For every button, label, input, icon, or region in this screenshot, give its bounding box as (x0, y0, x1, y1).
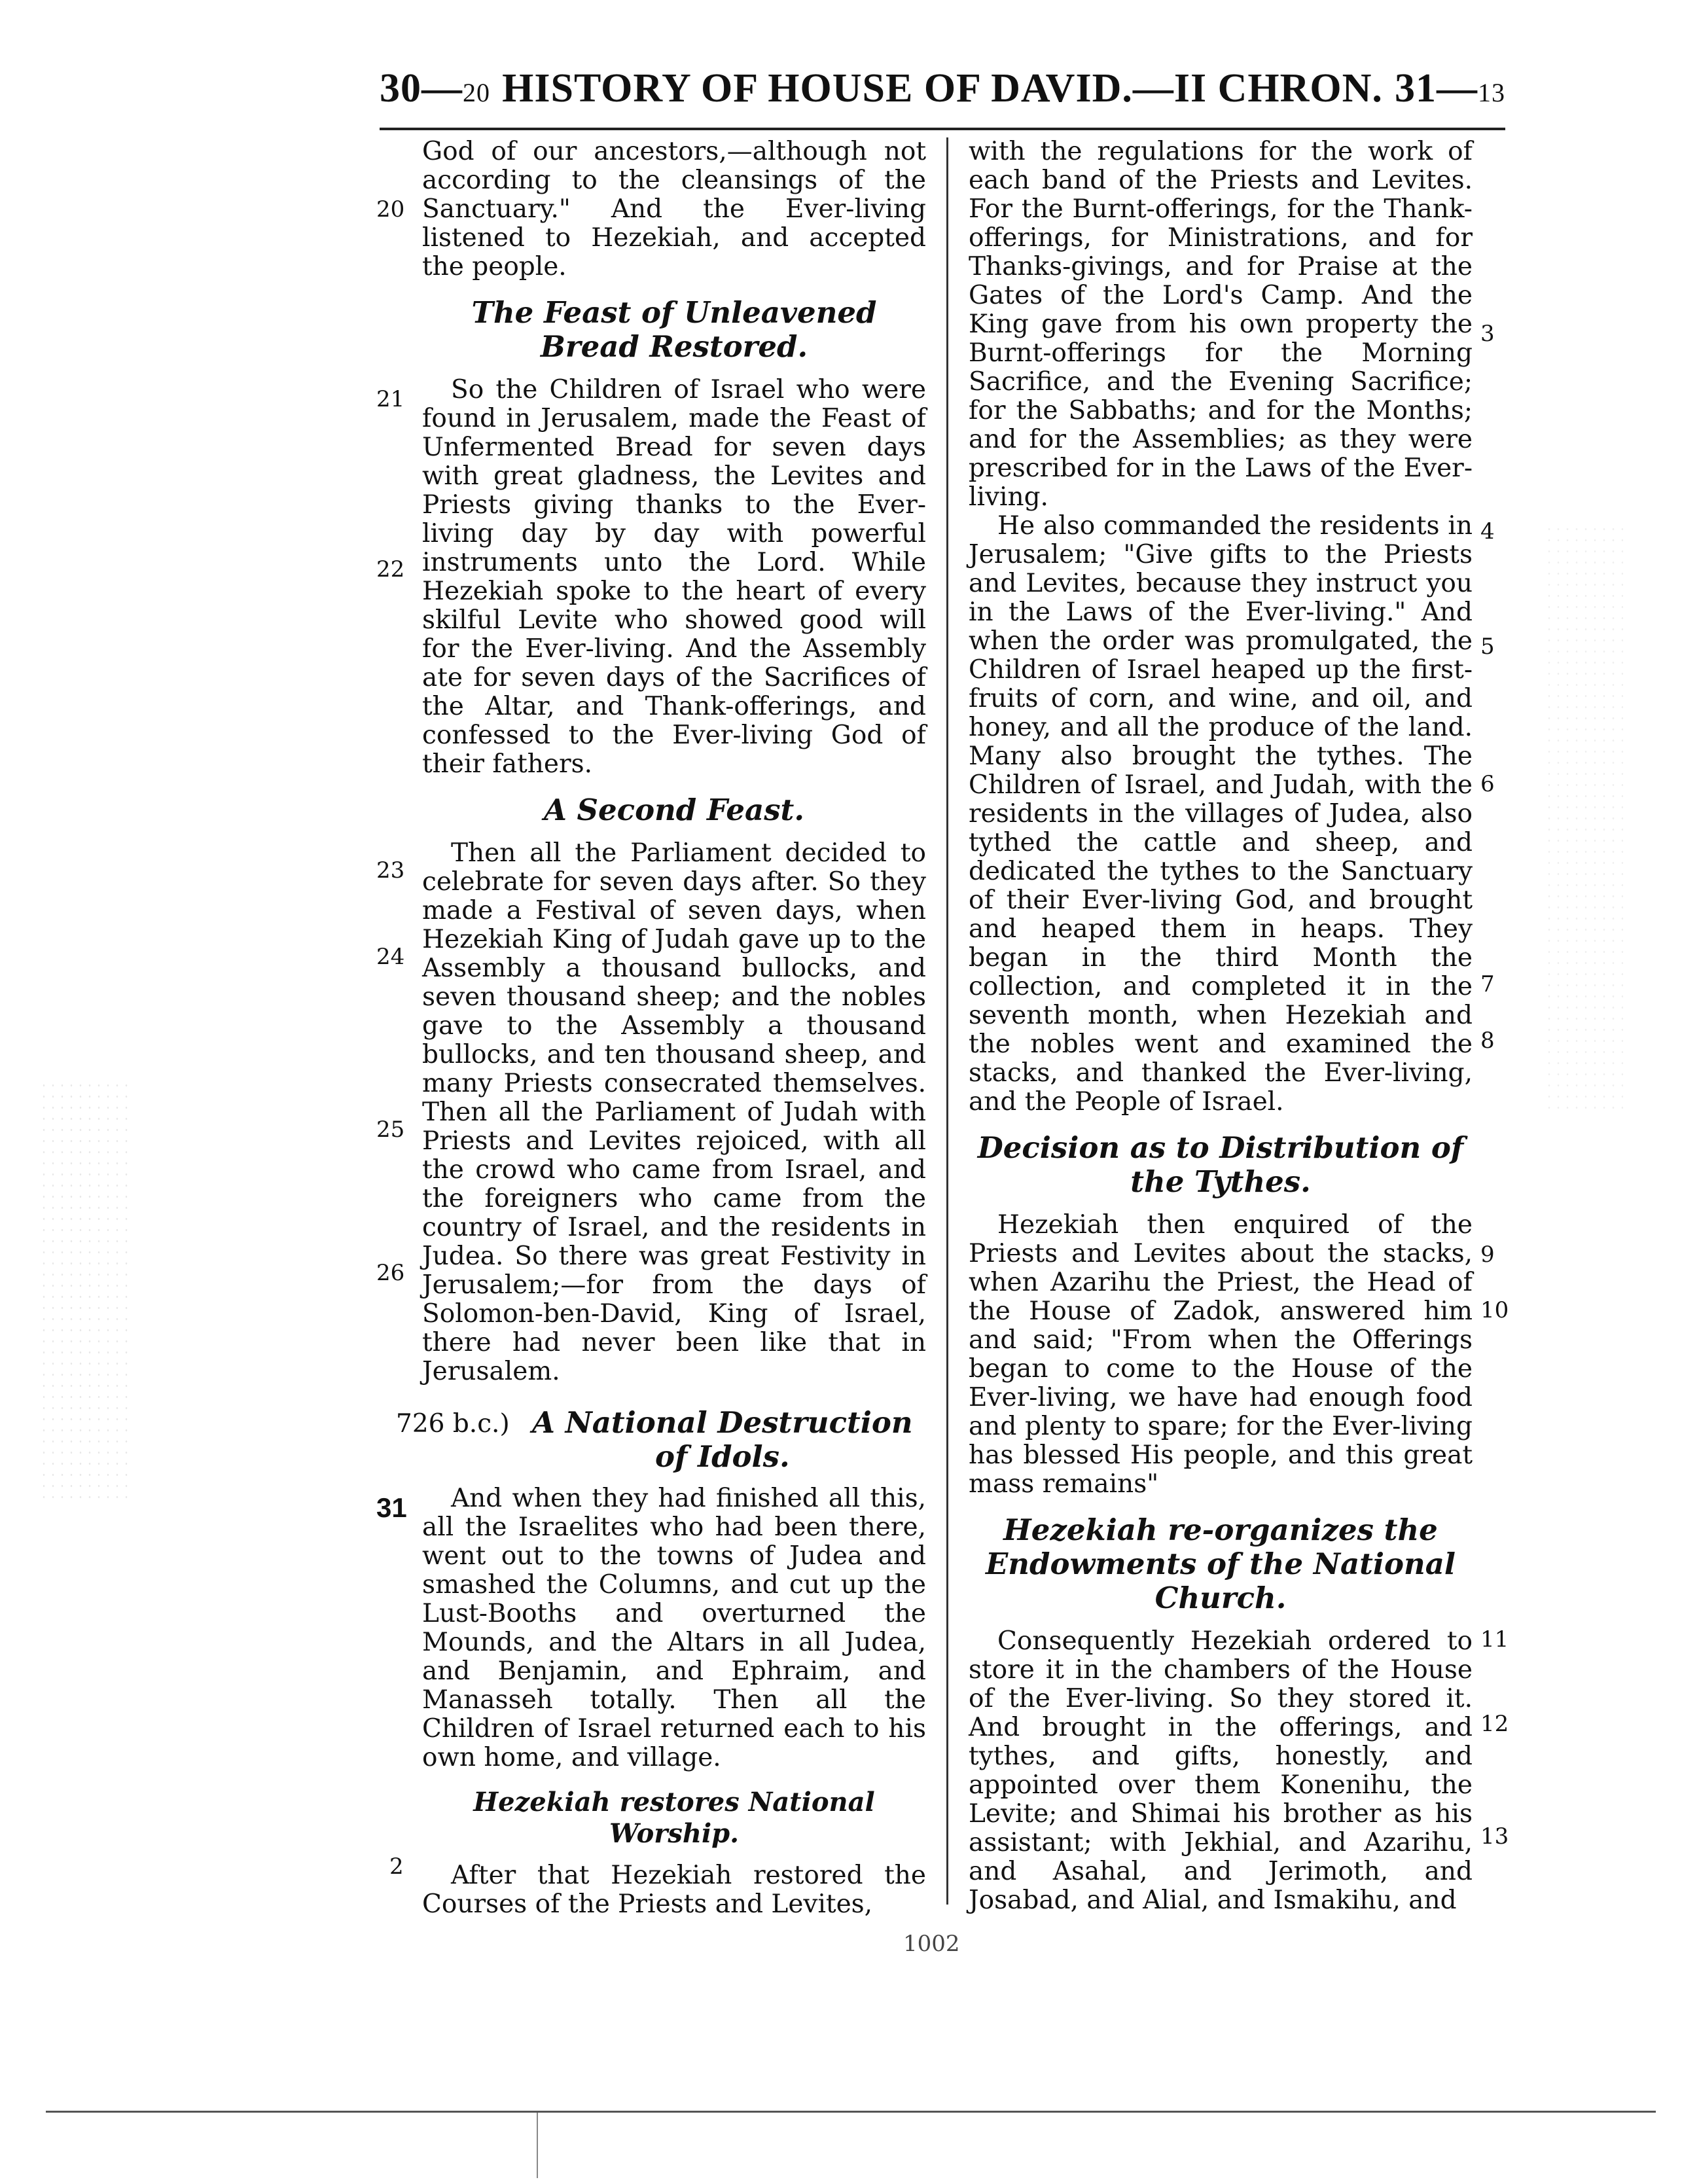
verse-number: 9 (1480, 1242, 1495, 1268)
verse-number: 2 (389, 1853, 404, 1880)
scan-speckle (1545, 524, 1623, 1113)
paragraph: God of our ancestors,—although not according to the cleansings of the Sanctuary." And the Ever-living listened to Hezekiah, and accepted the people. (422, 137, 926, 281)
scan-edge-mark (537, 2113, 538, 2178)
section-heading: A Second Feast. (543, 793, 805, 827)
verse-number: 12 (1480, 1711, 1509, 1737)
verse-number: 7 (1480, 971, 1495, 997)
page-number: 1002 (903, 1931, 960, 1957)
section-heading: Hezekiah restores National Worship. (473, 1787, 875, 1849)
section-heading: Hezekiah re-organizes the Endowments of the National Church. (986, 1513, 1456, 1615)
verse-number: 22 (376, 556, 405, 582)
scan-edge-line (46, 2111, 1656, 2113)
verse-number: 26 (376, 1260, 405, 1286)
paragraph: After that Hezekiah restored the Courses of the Priests and Levites, (422, 1861, 926, 1919)
paragraph: Then all the Parliament decided to celebrate for seven days after. So they made a Festival of seven days, when Hezekiah King of Judah gave up to the Assembly a thousand bullocks, and seven thousand sheep; and the nobles gave to the Assembly a thousand bullocks, and ten thousand sheep, and many Priests consecrated themselves. Then all the Parliament of Judah with Priests and Levites rejoiced, with all the crowd who came from Israel, and the foreigners who came from the country of Israel, and the residents in Judea. So there was great Festivity in Jerusalem;—for from the days of Solomon-ben-David, King of Israel, there had never been like that in Jerusalem. (422, 838, 926, 1386)
verse-number: 21 (376, 386, 405, 412)
right-column (969, 137, 1473, 1915)
running-head (380, 65, 1505, 124)
verse-number: 13 (1480, 1823, 1509, 1850)
paragraph: He also commanded the residents in Jerusalem; "Give gifts to the Priests and Levites, because they instruct you in the Laws of the Ever-living." And when the order was promulgated, the Children of Israel heaped up the first-fruits of corn, and wine, and oil, and honey, and all the produce of the land. Many also brought the tythes. The Children of Israel, and Judah, with the residents in the villages of Judea, also tythed the cattle and sheep, and dedicated the tythes to the Sanctuary of their Ever-living God, and brought and heaped them in heaps. They began in the third Month the collection, and completed it in the seventh month, when Hezekiah and the nobles went and examined the stacks, and thanked the Ever-living, and the People of Israel. (969, 511, 1473, 1117)
running-head-title: HISTORY OF HOUSE OF DAVID.—II CHRON. (502, 66, 1383, 111)
verse-number: 3 (1480, 321, 1495, 347)
section-heading: A National Destruction of Idols. (532, 1405, 913, 1474)
paragraph: Hezekiah then enquired of the Priests and Levites about the stacks, when Azarihu the Priest, the Head of the House of Zadok, answered him and said; "From when the Offerings began to come to the House of the Ever-living, we have had enough food and plenty to spare; for the Ever-living has blessed His people, and this great mass remains" (969, 1210, 1473, 1499)
verse-number: 20 (376, 196, 405, 223)
scan-speckle (39, 1080, 131, 1505)
header-rule (380, 128, 1505, 130)
verse-number: 24 (376, 944, 405, 970)
verse-number: 5 (1480, 634, 1495, 660)
verse-number: 8 (1480, 1028, 1495, 1054)
running-head-right: 31—13 (1395, 66, 1505, 111)
paragraph: And when they had finished all this, all the Israelites who had been there, went out to the towns of Judea and smashed the Columns, and cut up the Lust-Booths and overturned the Mounds, and the Altars in all Judea, and Benjamin, and Ephraim, and Manasseh totally. Then all the Children of Israel returned each to his own home, and village. (422, 1484, 926, 1772)
chapter-number: 31 (376, 1492, 407, 1523)
verse-number: 25 (376, 1117, 405, 1143)
dated-section-heading (396, 1406, 926, 1474)
paragraph: Consequently Hezekiah ordered to store it in the chambers of the House of the Ever-living. So they stored it. And brought in the offerings, and tythes, and gifts, honestly, and appointed over them Konenihu, the Levite; and Shimai his brother as his assistant; with Jekhial, and Azarihu, and Asahal, and Jerimoth, and Josabad, and Alial, and Ismakihu, and (969, 1626, 1473, 1915)
verse-number: 11 (1480, 1626, 1509, 1653)
paragraph: So the Children of Israel who were found in Jerusalem, made the Feast of Unfermented Bread for seven days with great gladness, the Levites and Priests giving thanks to the Ever-living day by day with powerful instruments unto the Lord. While Hezekiah spoke to the heart of every skilful Levite who showed good will for the Ever-living. And the Assembly ate for seven days of the Sacrifices of the Altar, and Thank-offerings, and confessed to the Ever-living God of their fathers. (422, 375, 926, 779)
verse-number: 23 (376, 857, 405, 884)
left-column (396, 137, 926, 1919)
verse-number: 4 (1480, 518, 1495, 545)
section-heading: The Feast of Unleavened Bread Restored. (471, 295, 877, 364)
section-heading: Decision as to Distribution of the Tythes. (977, 1130, 1464, 1199)
verse-number: 10 (1480, 1297, 1509, 1323)
paragraph: with the regulations for the work of each band of the Priests and Levites. For the Burnt-offerings, for the Thank-offerings, for Ministrations, and for Thanks-givings, and for Praise at the Gates of the Lord's Camp. And the King gave from his own property the Burnt-offerings for the Morning Sacrifice, and the Evening Sacrifice; for the Sabbaths; and for the Months; and for the Assemblies; as they were prescribed for in the Laws of the Ever-living. (969, 137, 1473, 512)
column-divider (946, 137, 948, 1905)
running-head-left: 30—20 (380, 66, 490, 111)
date-label: 726 b.c.) (396, 1409, 510, 1439)
verse-number: 6 (1480, 771, 1495, 797)
